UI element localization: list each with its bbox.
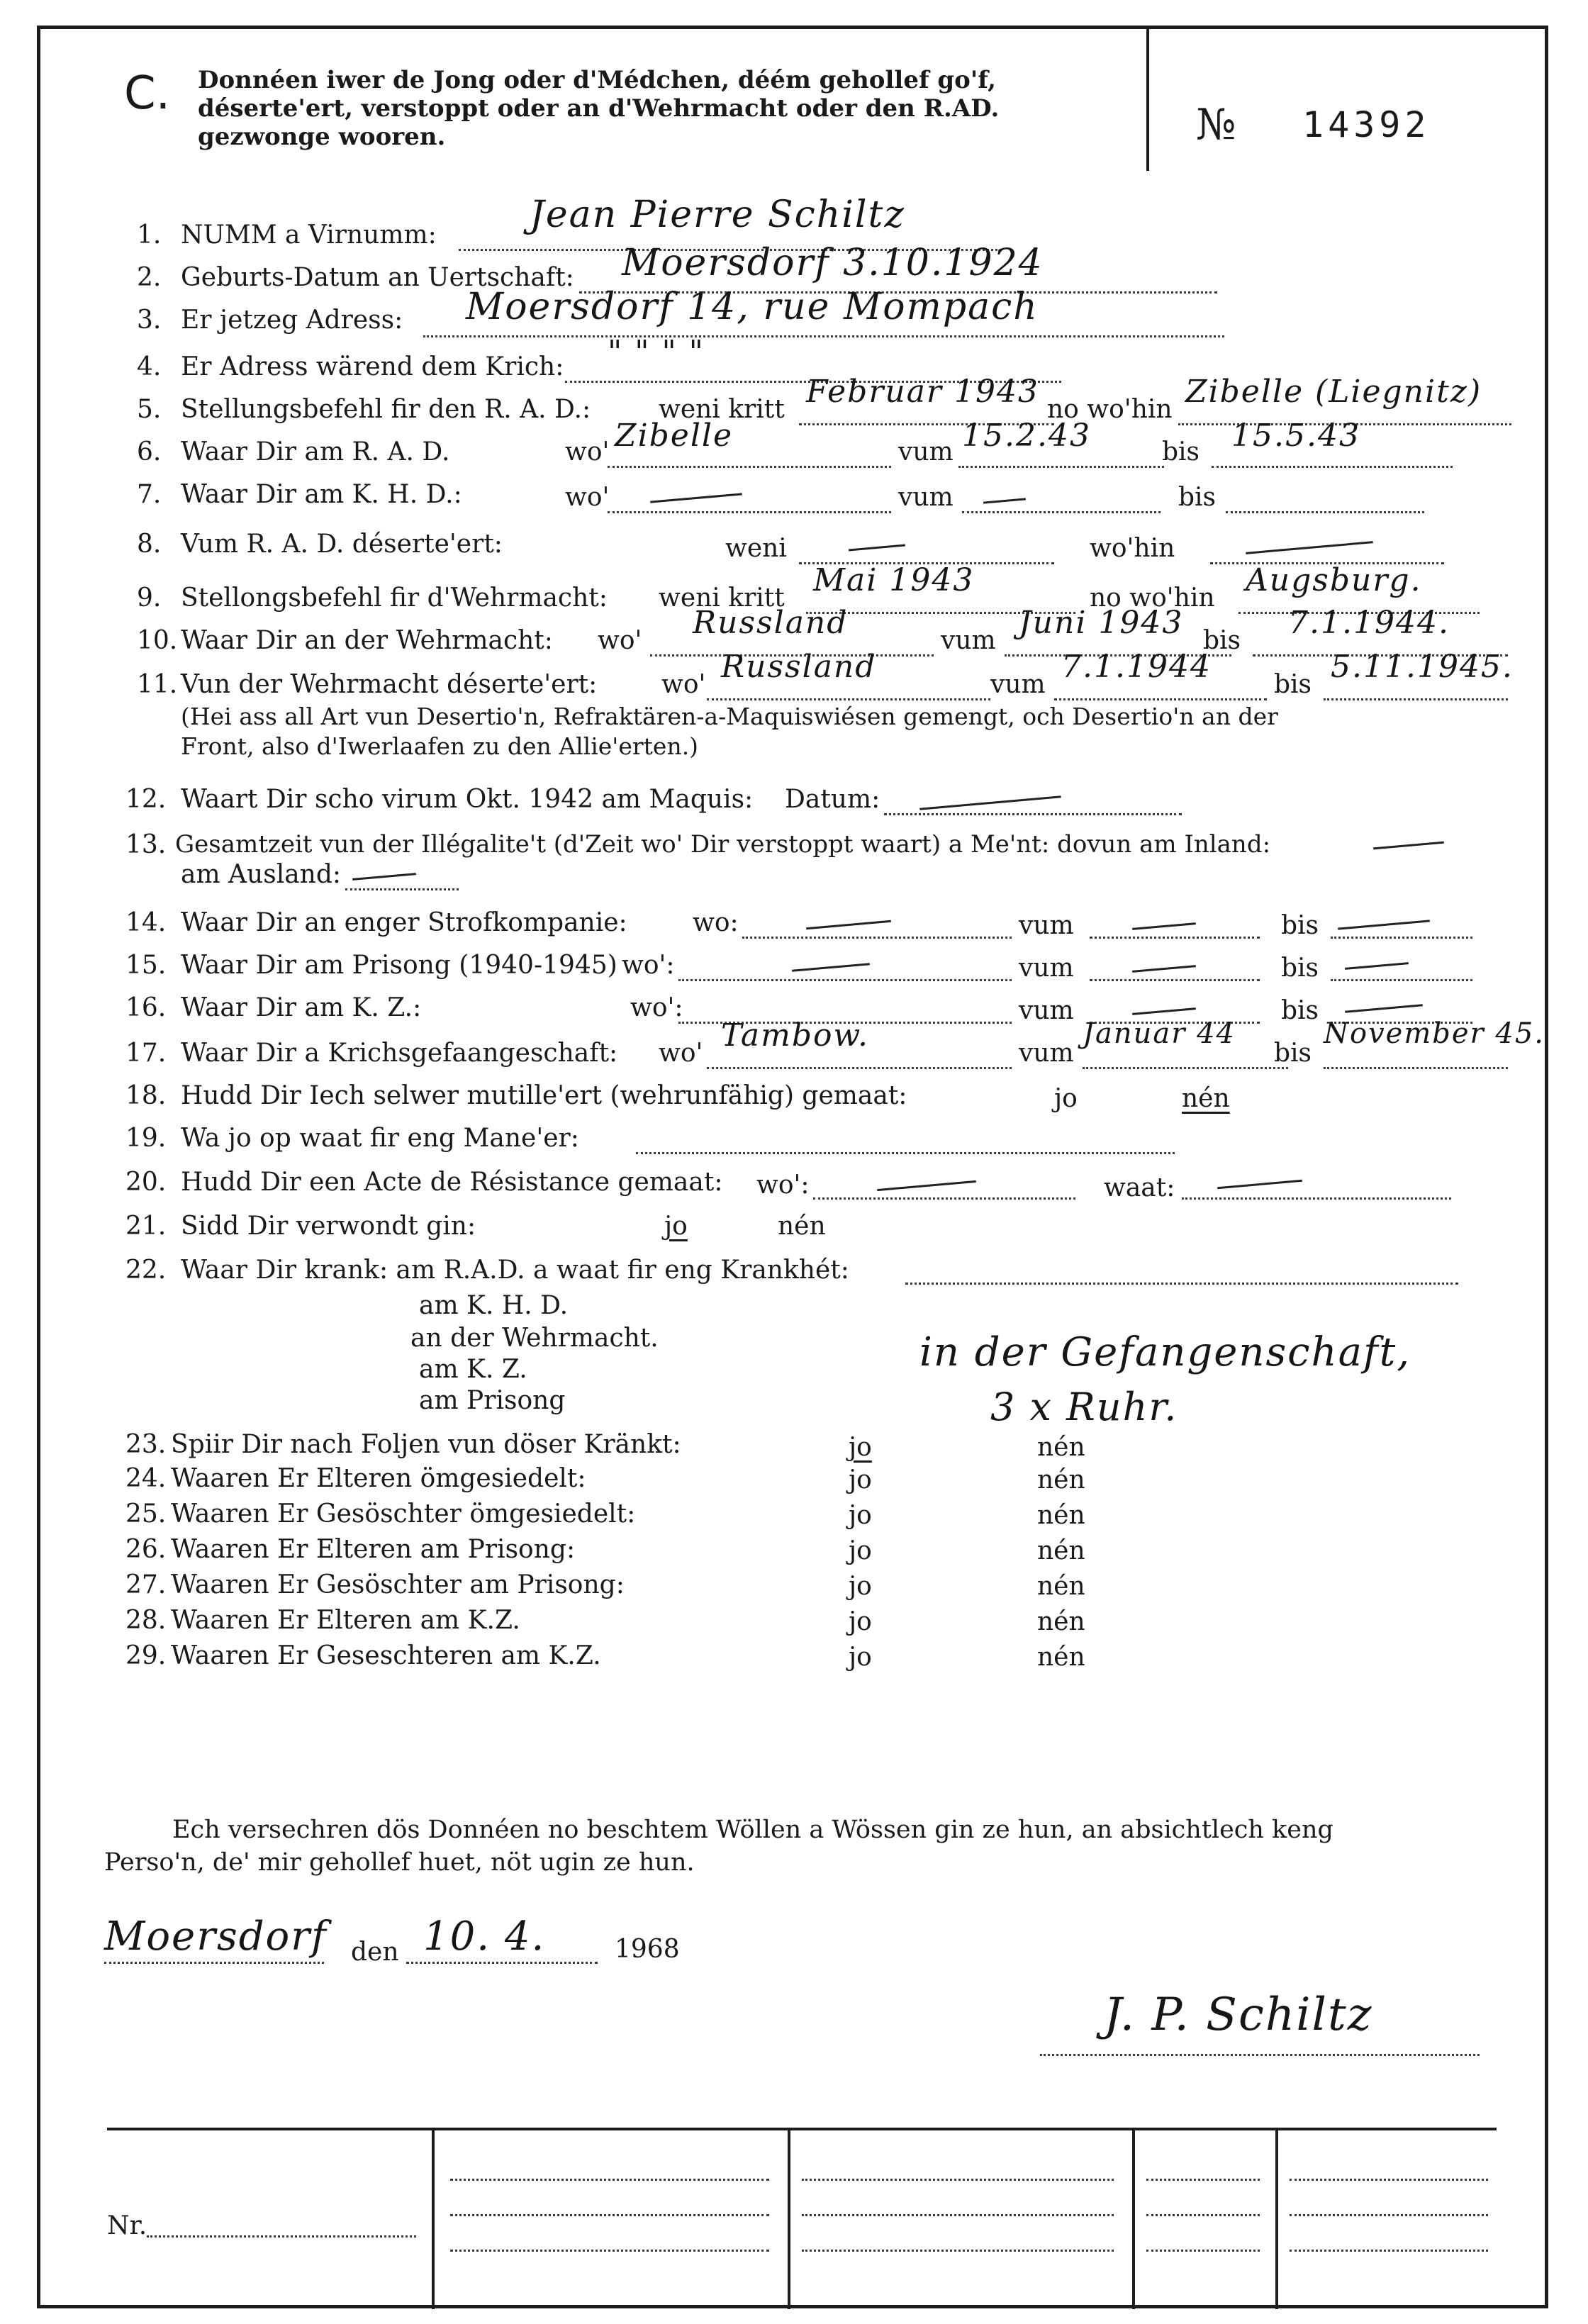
row-23-jo: jo	[849, 1433, 872, 1462]
row-20-wo: wo':	[756, 1171, 810, 1200]
row-27-label: Waaren Er Gesöschter am Prisong:	[171, 1570, 625, 1599]
row-15-vum: vum	[1019, 954, 1074, 983]
signature: J. P. Schiltz	[1104, 1989, 1373, 2041]
place-value: Moersdorf	[104, 1914, 328, 1960]
row-10-num: 10.	[137, 626, 178, 655]
header-divider	[1146, 29, 1149, 171]
row-29-num: 29.	[125, 1641, 167, 1670]
row-11-note-1: (Hei ass all Art vun Desertio'n, Refraktären-a-Maquiswiésen gemengt, och Desertio'n an der	[181, 703, 1278, 730]
desert-to: 5.11.1945.	[1331, 649, 1514, 685]
row-26-jo: jo	[849, 1536, 872, 1565]
row-21-num: 21.	[125, 1212, 167, 1241]
pow-place: Tambow.	[721, 1017, 869, 1054]
war-address-value: " " " "	[608, 334, 705, 370]
rad-order-date: Februar 1943	[806, 374, 1039, 410]
birth-value: Moersdorf 3.10.1924	[622, 242, 1044, 284]
row-28-nen: nén	[1037, 1607, 1085, 1636]
row-20-waat: waat:	[1104, 1173, 1175, 1202]
row-3-label: Er jetzeg Adress:	[181, 306, 403, 335]
wm-order-place: Augsburg.	[1246, 562, 1422, 598]
row-24-nen: nén	[1037, 1465, 1085, 1495]
row-22-kz: am K. Z.	[419, 1355, 527, 1384]
row-10-wo: wo'	[598, 626, 642, 655]
row-5-num: 5.	[137, 395, 162, 424]
row-17-wo: wo'	[659, 1039, 703, 1068]
row-22-wehrmacht: an der Wehrmacht.	[410, 1324, 659, 1353]
form-number: 14392	[1302, 104, 1431, 145]
row-1-num: 1.	[137, 220, 162, 250]
row-6-wo: wo'	[565, 437, 610, 467]
row-11-label: Vun der Wehrmacht déserte'ert:	[181, 670, 598, 699]
row-22-label: Waar Dir krank: am R.A.D. a waat fir eng Krankhét:	[181, 1256, 849, 1285]
illness-value-2: 3 x Ruhr.	[990, 1385, 1178, 1429]
desert-from: 7.1.1944	[1061, 649, 1212, 685]
row-8-label: Vum R. A. D. déserte'ert:	[181, 530, 503, 559]
declaration-line-2: Perso'n, de' mir gehollef huet, nöt ugin ze hun.	[104, 1848, 695, 1877]
row-29-jo: jo	[849, 1643, 872, 1672]
row-19-num: 19.	[125, 1124, 167, 1153]
wm-place: Russland	[693, 605, 849, 641]
row-29-label: Waaren Er Geseschteren am K.Z.	[171, 1641, 601, 1670]
row-28-label: Waaren Er Elteren am K.Z.	[171, 1606, 520, 1635]
wm-to: 7.1.1944.	[1288, 605, 1450, 641]
row-2-label: Geburts-Datum an Uertschaft:	[181, 263, 574, 292]
row-6-bis: bis	[1162, 437, 1200, 467]
footer-top-rule	[107, 2128, 1497, 2130]
row-23-label: Spiir Dir nach Foljen vun döser Kränkt:	[171, 1430, 681, 1459]
row-18-nen: nén	[1182, 1084, 1230, 1113]
row-15-wo: wo':	[622, 951, 675, 980]
row-17-vum: vum	[1019, 1039, 1074, 1068]
row-11-wo: wo'	[661, 670, 706, 699]
row-17-num: 17.	[125, 1039, 167, 1068]
row-6-vum: vum	[898, 437, 954, 467]
row-21-label: Sidd Dir verwondt gin:	[181, 1212, 476, 1241]
row-26-num: 26.	[125, 1535, 167, 1564]
row-6-label: Waar Dir am R. A. D.	[181, 437, 450, 467]
form-page	[37, 26, 1548, 2308]
illness-value-1: in der Gefangenschaft,	[919, 1329, 1411, 1375]
row-21-nen: nén	[778, 1212, 826, 1241]
row-15-bis: bis	[1281, 954, 1319, 983]
row-12-datum: Datum:	[785, 785, 880, 814]
wm-order-date: Mai 1943	[813, 562, 975, 598]
row-19-label: Wa jo op waat fir eng Mane'er:	[181, 1124, 579, 1153]
row-7-num: 7.	[137, 480, 162, 509]
row-14-wo: wo:	[693, 908, 739, 937]
row-28-jo: jo	[849, 1607, 872, 1636]
wm-from: Juni 1943	[1019, 605, 1184, 641]
row-28-num: 28.	[125, 1606, 167, 1635]
row-24-jo: jo	[849, 1465, 872, 1495]
row-10-bis: bis	[1203, 626, 1241, 655]
row-7-wo: wo'	[565, 483, 610, 512]
row-27-num: 27.	[125, 1570, 167, 1599]
row-17-label: Waar Dir a Krichsgefaangeschaft:	[181, 1039, 618, 1068]
row-18-num: 18.	[125, 1081, 167, 1110]
row-25-jo: jo	[849, 1501, 872, 1530]
row-24-label: Waaren Er Elteren ömgesiedelt:	[171, 1464, 586, 1493]
row-13-label: Gesamtzeit vun der Illégalite't (d'Zeit wo' Dir verstoppt waart) a Me'nt: dovun am Inland:	[175, 830, 1271, 859]
row-16-vum: vum	[1019, 996, 1074, 1025]
row-27-jo: jo	[849, 1572, 872, 1601]
declaration-line-1: Ech versechren dös Donnéen no beschtem Wöllen a Wössen gin ze hun, an absichtlech keng	[172, 1816, 1333, 1844]
row-13-ausland: am Ausland:	[181, 860, 342, 889]
row-10-vum: vum	[941, 626, 996, 655]
row-7-bis: bis	[1178, 483, 1217, 512]
rad-to: 15.5.43	[1231, 418, 1360, 454]
rad-from: 15.2.43	[962, 418, 1091, 454]
row-11-note-2: Front, also d'Iwerlaafen zu den Allie'erten.)	[181, 732, 699, 760]
row-5-wohin: no wo'hin	[1047, 395, 1173, 424]
row-25-nen: nén	[1037, 1501, 1085, 1530]
row-22-prisong: am Prisong	[419, 1386, 566, 1415]
row-22-khd: am K. H. D.	[419, 1291, 569, 1320]
row-9-wohin: no wo'hin	[1090, 583, 1215, 613]
row-14-vum: vum	[1019, 911, 1074, 940]
pow-from: Januar 44	[1083, 1017, 1236, 1050]
row-18-label: Hudd Dir Iech selwer mutille'ert (wehrunfähig) gemaat:	[181, 1081, 907, 1110]
row-26-nen: nén	[1037, 1536, 1085, 1565]
row-3-num: 3.	[137, 306, 162, 335]
row-8-wohin: wo'hin	[1090, 534, 1175, 563]
row-11-vum: vum	[990, 670, 1046, 699]
row-7-vum: vum	[898, 483, 954, 512]
row-18-jo: jo	[1054, 1084, 1078, 1113]
date-value: 10. 4.	[423, 1914, 546, 1960]
row-23-nen: nén	[1037, 1433, 1085, 1462]
row-16-bis: bis	[1281, 996, 1319, 1025]
desert-place: Russland	[721, 649, 877, 685]
row-20-num: 20.	[125, 1168, 167, 1197]
row-6-num: 6.	[137, 437, 162, 467]
row-12-label: Waart Dir scho virum Okt. 1942 am Maquis:	[181, 785, 754, 814]
row-2-num: 2.	[137, 263, 162, 292]
pow-to: November 45.	[1324, 1017, 1545, 1050]
section-letter: C.	[124, 67, 171, 120]
row-16-num: 16.	[125, 993, 167, 1022]
row-14-label: Waar Dir an enger Strofkompanie:	[181, 908, 627, 937]
row-10-label: Waar Dir an der Wehrmacht:	[181, 626, 553, 655]
row-20-label: Hudd Dir een Acte de Résistance gemaat:	[181, 1168, 723, 1197]
row-15-num: 15.	[125, 951, 167, 980]
row-25-label: Waaren Er Gesöschter ömgesiedelt:	[171, 1499, 636, 1529]
row-25-num: 25.	[125, 1499, 167, 1529]
row-15-label: Waar Dir am Prisong (1940-1945)	[181, 951, 617, 980]
row-5-label: Stellungsbefehl fir den R. A. D.:	[181, 395, 591, 424]
row-27-nen: nén	[1037, 1572, 1085, 1601]
row-9-label: Stellongsbefehl fir d'Wehrmacht:	[181, 583, 608, 613]
row-11-num: 11.	[137, 670, 178, 699]
year-value: 1968	[615, 1935, 680, 1964]
row-4-num: 4.	[137, 352, 162, 381]
row-9-num: 9.	[137, 583, 162, 613]
row-22-num: 22.	[125, 1256, 167, 1285]
row-4-label: Er Adress wärend dem Krich:	[181, 352, 564, 381]
row-9-weni: weni kritt	[659, 583, 785, 613]
rad-place: Zibelle	[615, 418, 734, 454]
number-sign: №	[1196, 100, 1236, 150]
row-23-num: 23.	[125, 1430, 167, 1459]
form-title: Donnéen iwer de Jong oder d'Médchen, déém gehollef go'f, déserte'ert, verstoppt oder an d'Wehrmacht oder den R.AD. gezwonge wooren.	[198, 66, 1000, 151]
row-14-bis: bis	[1281, 911, 1319, 940]
row-8-num: 8.	[137, 530, 162, 559]
name-value: Jean Pierre Schiltz	[530, 194, 905, 236]
row-12-num: 12.	[125, 785, 167, 814]
row-26-label: Waaren Er Elteren am Prisong:	[171, 1535, 576, 1564]
row-13-num: 13.	[125, 830, 167, 859]
row-29-nen: nén	[1037, 1643, 1085, 1672]
row-7-label: Waar Dir am K. H. D.:	[181, 480, 462, 509]
address-value: Moersdorf 14, rue Mompach	[466, 286, 1039, 328]
row-8-weni: weni	[725, 534, 787, 563]
row-11-bis: bis	[1274, 670, 1312, 699]
row-16-wo: wo':	[630, 993, 683, 1022]
den-label: den	[351, 1938, 399, 1967]
row-17-bis: bis	[1274, 1039, 1312, 1068]
row-24-num: 24.	[125, 1464, 167, 1493]
row-16-label: Waar Dir am K. Z.:	[181, 993, 422, 1022]
row-1-label: NUMM a Virnumm:	[181, 220, 437, 250]
row-14-num: 14.	[125, 908, 167, 937]
footer-nr-label: Nr.	[107, 2211, 147, 2240]
row-21-jo: jo	[664, 1212, 688, 1241]
rad-order-place: Zibelle (Liegnitz)	[1185, 374, 1482, 410]
row-5-weni: weni kritt	[659, 395, 785, 424]
